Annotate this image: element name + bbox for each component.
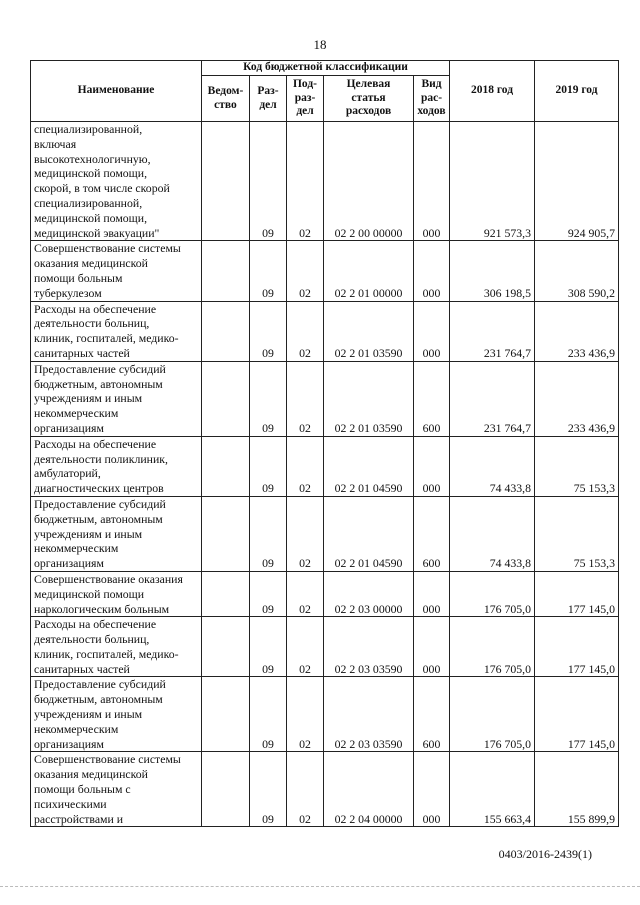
row-vedomstvo bbox=[202, 436, 250, 496]
row-vedomstvo bbox=[202, 122, 250, 241]
table-row bbox=[31, 361, 619, 436]
table-row bbox=[31, 241, 619, 301]
row-celevaya-statya: 02 2 03 03590 bbox=[324, 677, 414, 752]
row-vid-rashodov: 000 bbox=[414, 241, 450, 301]
row-vedomstvo bbox=[202, 677, 250, 752]
row-amount-2019: 75 153,3 bbox=[535, 436, 619, 496]
row-amount-2018: 74 433,8 bbox=[450, 436, 535, 496]
row-amount-2019: 177 145,0 bbox=[535, 617, 619, 677]
row-vedomstvo bbox=[202, 361, 250, 436]
row-podrazdel: 02 bbox=[287, 752, 324, 827]
row-name: Предоставление субсидий бюджетным, автономным учреждениям и иным некоммерческим организациям bbox=[31, 361, 202, 436]
row-podrazdel: 02 bbox=[287, 496, 324, 571]
row-amount-2019: 233 436,9 bbox=[535, 361, 619, 436]
row-amount-2018: 176 705,0 bbox=[450, 677, 535, 752]
row-podrazdel: 02 bbox=[287, 241, 324, 301]
table-row bbox=[31, 617, 619, 677]
row-amount-2019: 155 899,9 bbox=[535, 752, 619, 827]
row-vid-rashodov: 000 bbox=[414, 571, 450, 616]
header-2019: 2019 год bbox=[535, 61, 619, 122]
row-vid-rashodov: 600 bbox=[414, 677, 450, 752]
row-razdel: 09 bbox=[250, 677, 287, 752]
header-vid-rashodov: Вид рас- ходов bbox=[414, 76, 450, 122]
row-vid-rashodov: 600 bbox=[414, 496, 450, 571]
table-row bbox=[31, 301, 619, 361]
row-vid-rashodov: 000 bbox=[414, 436, 450, 496]
row-celevaya-statya: 02 2 03 03590 bbox=[324, 617, 414, 677]
row-razdel: 09 bbox=[250, 301, 287, 361]
row-amount-2018: 231 764,7 bbox=[450, 361, 535, 436]
row-amount-2018: 231 764,7 bbox=[450, 301, 535, 361]
row-amount-2018: 176 705,0 bbox=[450, 571, 535, 616]
row-vedomstvo bbox=[202, 241, 250, 301]
row-name: Расходы на обеспечение деятельности поликлиник, амбулаторий, диагностических центров bbox=[31, 436, 202, 496]
budget-table bbox=[30, 60, 619, 827]
row-vid-rashodov: 600 bbox=[414, 361, 450, 436]
row-amount-2018: 306 198,5 bbox=[450, 241, 535, 301]
document-code: 0403/2016-2439(1) bbox=[498, 847, 592, 861]
row-razdel: 09 bbox=[250, 571, 287, 616]
row-razdel: 09 bbox=[250, 496, 287, 571]
table-row bbox=[31, 122, 619, 241]
table-row bbox=[31, 436, 619, 496]
header-budget-classification: Код бюджетной классификации bbox=[202, 61, 450, 76]
row-razdel: 09 bbox=[250, 122, 287, 241]
row-podrazdel: 02 bbox=[287, 571, 324, 616]
row-vid-rashodov: 000 bbox=[414, 617, 450, 677]
row-celevaya-statya: 02 2 01 00000 bbox=[324, 241, 414, 301]
row-name: Предоставление субсидий бюджетным, автономным учреждениям и иным некоммерческим организациям bbox=[31, 677, 202, 752]
page-edge-divider bbox=[0, 886, 640, 887]
row-razdel: 09 bbox=[250, 436, 287, 496]
row-razdel: 09 bbox=[250, 752, 287, 827]
row-celevaya-statya: 02 2 01 03590 bbox=[324, 361, 414, 436]
row-amount-2018: 74 433,8 bbox=[450, 496, 535, 571]
row-vedomstvo bbox=[202, 496, 250, 571]
table-row bbox=[31, 571, 619, 616]
header-2018: 2018 год bbox=[450, 61, 535, 122]
row-vid-rashodov: 000 bbox=[414, 752, 450, 827]
row-name: Предоставление субсидий бюджетным, автономным учреждениям и иным некоммерческим организациям bbox=[31, 496, 202, 571]
row-name: специализированной, включая высокотехнологичную, медицинской помощи, скорой, в том числе скорой специализированной, медицинской помощи, медицинской эвакуации" bbox=[31, 122, 202, 241]
row-amount-2019: 177 145,0 bbox=[535, 677, 619, 752]
row-razdel: 09 bbox=[250, 361, 287, 436]
row-name: Совершенствование системы оказания медицинской помощи больным с психическими расстройствами и bbox=[31, 752, 202, 827]
row-celevaya-statya: 02 2 04 00000 bbox=[324, 752, 414, 827]
row-podrazdel: 02 bbox=[287, 436, 324, 496]
row-razdel: 09 bbox=[250, 617, 287, 677]
row-amount-2019: 233 436,9 bbox=[535, 301, 619, 361]
row-amount-2018: 176 705,0 bbox=[450, 617, 535, 677]
table-row bbox=[31, 677, 619, 752]
row-name: Расходы на обеспечение деятельности больниц, клиник, госпиталей, медико- санитарных частей bbox=[31, 301, 202, 361]
header-celevaya-statya: Целевая статья расходов bbox=[324, 76, 414, 122]
row-vid-rashodov: 000 bbox=[414, 122, 450, 241]
page-number: 18 bbox=[313, 37, 327, 52]
table-row bbox=[31, 496, 619, 571]
row-vid-rashodov: 000 bbox=[414, 301, 450, 361]
row-celevaya-statya: 02 2 01 04590 bbox=[324, 436, 414, 496]
row-name: Расходы на обеспечение деятельности больниц, клиник, госпиталей, медико- санитарных частей bbox=[31, 617, 202, 677]
row-amount-2019: 75 153,3 bbox=[535, 496, 619, 571]
row-podrazdel: 02 bbox=[287, 122, 324, 241]
row-name: Совершенствование системы оказания медицинской помощи больным туберкулезом bbox=[31, 241, 202, 301]
header-name: Наименование bbox=[31, 61, 202, 122]
row-celevaya-statya: 02 2 00 00000 bbox=[324, 122, 414, 241]
header-razdel: Раз- дел bbox=[250, 76, 287, 122]
row-celevaya-statya: 02 2 03 00000 bbox=[324, 571, 414, 616]
header-podrazdel: Под- раз- дел bbox=[287, 76, 324, 122]
row-podrazdel: 02 bbox=[287, 361, 324, 436]
table-row bbox=[31, 752, 619, 827]
row-podrazdel: 02 bbox=[287, 617, 324, 677]
row-vedomstvo bbox=[202, 571, 250, 616]
row-podrazdel: 02 bbox=[287, 677, 324, 752]
row-name: Совершенствование оказания медицинской помощи наркологическим больным bbox=[31, 571, 202, 616]
row-razdel: 09 bbox=[250, 241, 287, 301]
row-vedomstvo bbox=[202, 301, 250, 361]
row-amount-2019: 924 905,7 bbox=[535, 122, 619, 241]
header-vedomstvo: Ведом- ство bbox=[202, 76, 250, 122]
row-podrazdel: 02 bbox=[287, 301, 324, 361]
row-celevaya-statya: 02 2 01 04590 bbox=[324, 496, 414, 571]
row-amount-2019: 308 590,2 bbox=[535, 241, 619, 301]
row-celevaya-statya: 02 2 01 03590 bbox=[324, 301, 414, 361]
row-amount-2018: 155 663,4 bbox=[450, 752, 535, 827]
row-amount-2018: 921 573,3 bbox=[450, 122, 535, 241]
row-vedomstvo bbox=[202, 617, 250, 677]
row-amount-2019: 177 145,0 bbox=[535, 571, 619, 616]
row-vedomstvo bbox=[202, 752, 250, 827]
